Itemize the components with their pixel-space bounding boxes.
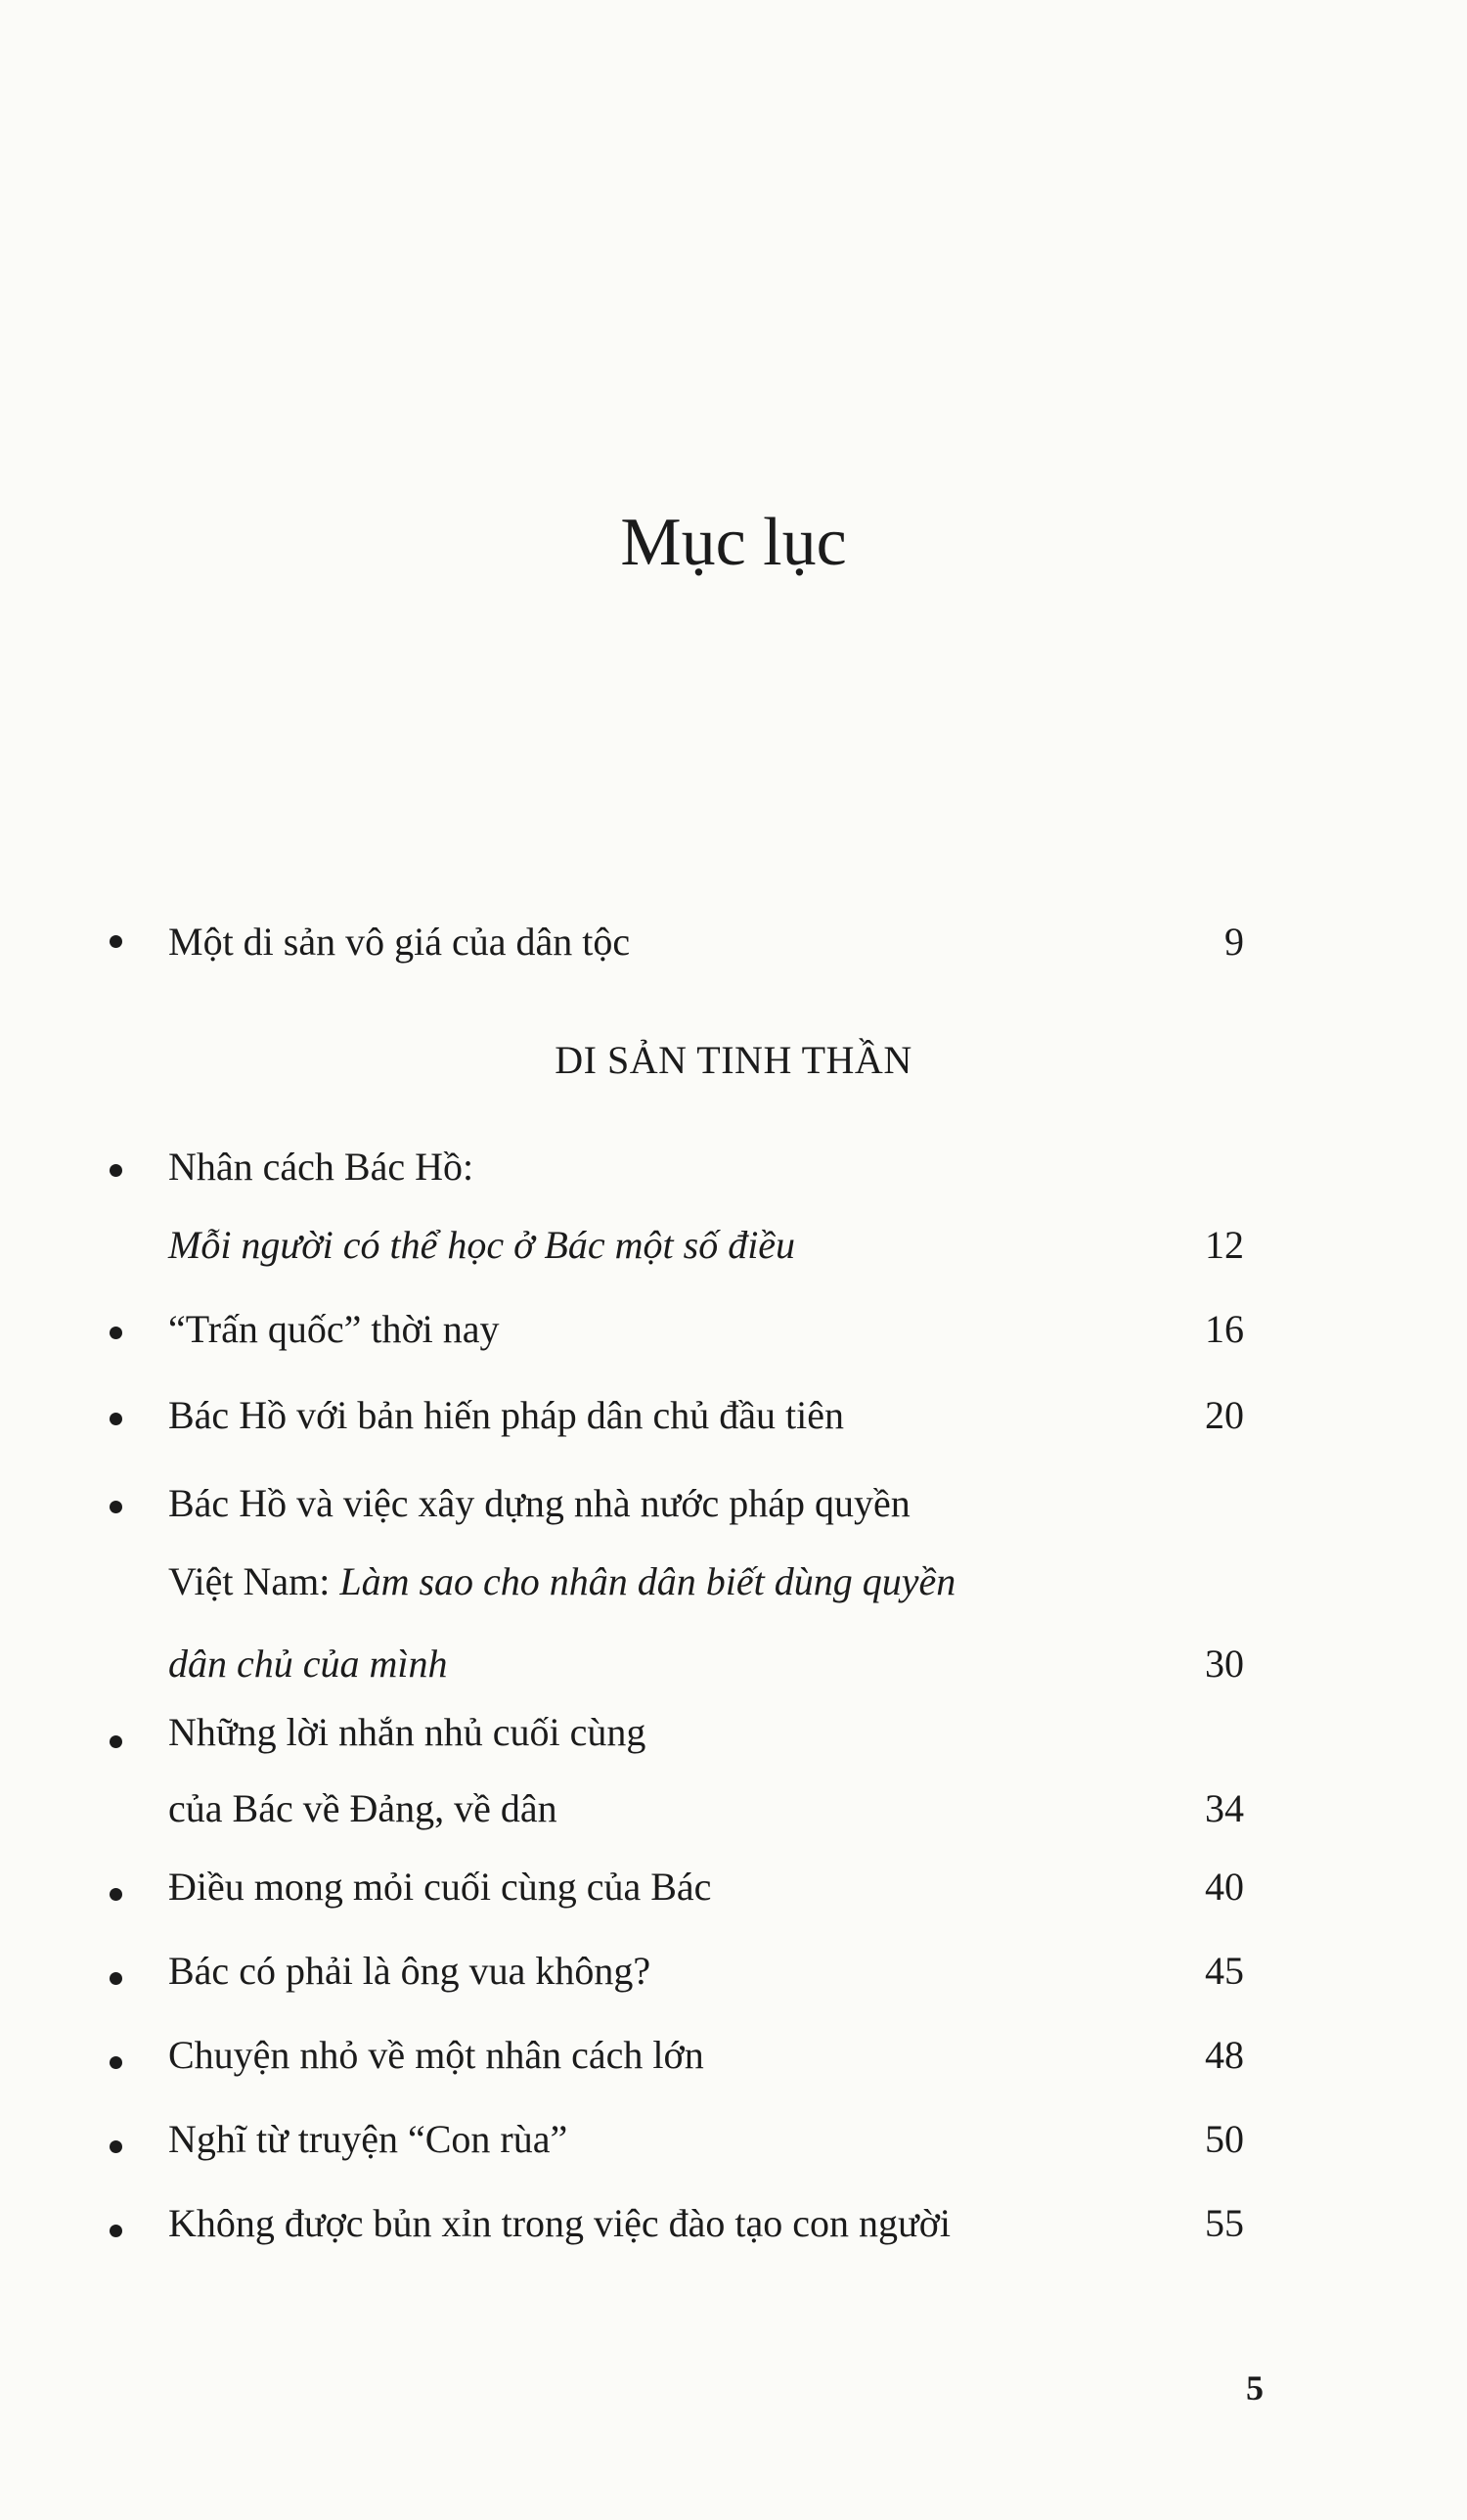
toc-entry-subtitle: Mỗi người có thể học ở Bác một số điều	[168, 1223, 796, 1267]
bullet-icon	[110, 1888, 122, 1901]
toc-entry-title: Bác Hồ với bản hiến pháp dân chủ đầu tiên	[168, 1393, 844, 1437]
toc-entry-title: Một di sản vô giá của dân tộc	[168, 920, 631, 964]
toc-entry-page: 20	[1205, 1393, 1244, 1437]
bullet-icon	[110, 1735, 122, 1748]
toc-entry-subtitle: Làm sao cho nhân dân biết dùng quyền	[339, 1559, 956, 1603]
toc-entry-page: 30	[1205, 1642, 1244, 1686]
bullet-icon	[110, 2225, 122, 2237]
bullet-icon	[110, 1972, 122, 1985]
page-title: Mục lục	[620, 505, 847, 580]
toc-entry-page: 40	[1205, 1865, 1244, 1909]
toc-entry-subtitle-line-3: dân chủ của mình	[168, 1642, 448, 1686]
bullet-icon	[110, 2140, 122, 2153]
bullet-icon	[110, 2056, 122, 2069]
bullet-icon	[110, 935, 122, 948]
toc-entry-title: Không được bủn xỉn trong việc đào tạo con người	[168, 2201, 951, 2245]
toc-entry-page: 48	[1205, 2033, 1244, 2077]
toc-entry-title: Nghĩ từ truyện “Con rùa”	[168, 2117, 568, 2161]
toc-entry-page: 16	[1205, 1307, 1244, 1351]
toc-entry-title: Những lời nhắn nhủ cuối cùng	[168, 1710, 646, 1754]
toc-entry-title-line-2	[168, 1540, 956, 1624]
toc-entry-page: 9	[1224, 920, 1244, 964]
toc-entry-page: 12	[1205, 1223, 1244, 1267]
toc-entry-page: 34	[1205, 1786, 1244, 1830]
page-number: 5	[1246, 2368, 1264, 2408]
toc-entry-title: Chuyện nhỏ về một nhân cách lớn	[168, 2033, 704, 2077]
toc-entry-title: Bác có phải là ông vua không?	[168, 1949, 651, 1993]
toc-entry-title-line-2: của Bác về Đảng, về dân	[168, 1786, 557, 1830]
toc-entry-title: Điều mong mỏi cuối cùng của Bác	[168, 1865, 712, 1909]
bullet-icon	[110, 1413, 122, 1425]
toc-entry-title: “Trấn quốc” thời nay	[168, 1307, 500, 1351]
section-heading: DI SẢN TINH THẦN	[555, 1038, 912, 1082]
toc-entry-page: 50	[1205, 2117, 1244, 2161]
bullet-icon	[110, 1164, 122, 1177]
toc-entry-title: Bác Hồ và việc xây dựng nhà nước pháp quyền	[168, 1481, 911, 1525]
toc-entry-title: Nhân cách Bác Hồ:	[168, 1145, 474, 1189]
bullet-icon	[110, 1327, 122, 1339]
toc-entry-page: 45	[1205, 1949, 1244, 1993]
bullet-icon	[110, 1501, 122, 1513]
toc-entry-page: 55	[1205, 2201, 1244, 2245]
toc-entry-title-prefix: Việt Nam:	[168, 1559, 340, 1603]
